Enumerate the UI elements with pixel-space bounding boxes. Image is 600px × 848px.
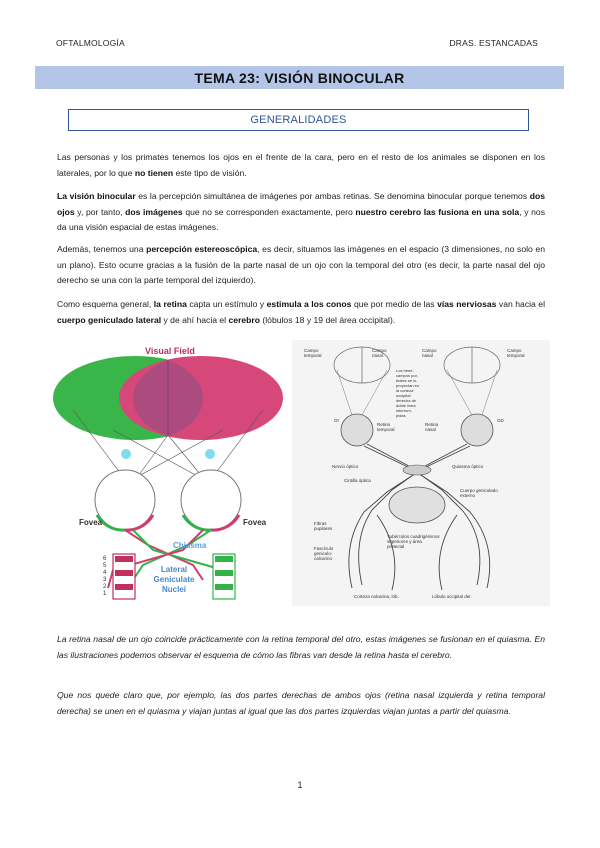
- p4-bold-3: vías nerviosas: [437, 299, 497, 309]
- lgn-right: [213, 554, 235, 599]
- tuberculos-1: Tubérculos cuadrigéminos: [387, 534, 440, 539]
- cintilla-optica-label: Cintilla óptica: [344, 478, 371, 483]
- campo-nasal-r-1: Campo: [422, 348, 437, 353]
- p1-text-c: este tipo de visión.: [173, 167, 247, 178]
- anatomical-pathway-diagram: [292, 340, 550, 606]
- paragraph-2: [57, 189, 545, 236]
- p2-bold-2: dos ojos: [57, 191, 545, 217]
- header-right: DRAS. ESTANCADAS: [449, 38, 538, 48]
- p2-bold-3: dos imágenes: [125, 206, 183, 217]
- p2-text-a: es la percepción simultánea de imágenes por ambas retinas. Se denomina binocular porque tenemos: [135, 191, 530, 201]
- campo-temporal-r-1: Campo: [507, 348, 522, 353]
- note-3: teales se in-: [396, 378, 418, 383]
- p4-text-g: (lóbulos 18 y 19 del área occipital).: [260, 314, 396, 325]
- note-7: derecha de: [396, 398, 417, 403]
- p4-text-f: y de ahí hacia el: [161, 314, 229, 325]
- campo-temporal-r-2: temporal: [507, 353, 525, 358]
- fovea-right-label: Fovea: [243, 518, 267, 527]
- retina-temporal-1: Retina: [377, 422, 391, 427]
- p4-bold-5: cerebro: [228, 314, 261, 325]
- paragraph-1: [57, 150, 545, 181]
- note-1: Los hemi-: [396, 368, 414, 373]
- chiasm-shape: [403, 465, 431, 475]
- lobulo-label: Lóbulo occipital der.: [432, 594, 472, 599]
- section-title: GENERALIDADES: [250, 114, 347, 126]
- campo-nasal-l-2: nasal: [372, 353, 383, 358]
- p4-text-a: Como esquema general,: [57, 299, 154, 309]
- campo-temporal-l-1: Campo: [304, 348, 319, 353]
- retina-nasal-2: nasal: [425, 427, 436, 432]
- paragraph-5: La retina nasal de un ojo coincide prácticamente con la retina temporal del otro, estas imágenes se fusionan en el quiasma. En las ilustraciones podemos observar el esquema de cómo las fibras van desde la retina hasta el cerebro.: [57, 634, 545, 660]
- note-10: pidas: [396, 413, 406, 418]
- lgn-label-1: Lateral: [160, 565, 188, 574]
- tuberculos-3: pretectal: [387, 544, 405, 549]
- paragraph-4: [57, 297, 545, 328]
- layer-3: 3: [103, 577, 107, 583]
- note-8: doble línea: [396, 403, 416, 408]
- left-eye: [95, 470, 155, 530]
- note-2: campos por-: [396, 373, 419, 378]
- layer-1: 1: [103, 591, 107, 597]
- lgn-label-3: Nuclei: [161, 585, 187, 594]
- fig1-title: Visual Field: [145, 346, 195, 356]
- campo-nasal-r-2: nasal: [422, 353, 433, 358]
- p2-bold-4: nuestro cerebro las fusiona en una sola: [355, 206, 520, 217]
- fasciculo-2: geniculo-: [314, 551, 333, 556]
- fibras-pupilares-1: Fibras: [314, 521, 327, 526]
- tuberculos-2: superiores y área: [387, 539, 422, 544]
- p4-bold-4: cuerpo geniculado lateral: [57, 314, 162, 325]
- p4-text-e: van hacia el: [496, 299, 545, 309]
- note-5: la corteza: [396, 388, 414, 393]
- visual-field-diagram: [53, 340, 283, 600]
- fibras-pupilares-2: pupilares: [314, 526, 333, 531]
- layer-4: 4: [103, 570, 107, 576]
- p4-text-c: capta un estímulo y: [186, 299, 267, 309]
- fasciculo-1: Fascículo: [314, 546, 334, 551]
- header-left: OFTALMOLOGÍA: [56, 38, 125, 48]
- layer-5: 5: [103, 563, 107, 569]
- p4-text-d: que por medio de las: [351, 299, 438, 309]
- title-banner: [35, 66, 564, 89]
- lgn-label: [154, 565, 195, 594]
- cuerpo-geniculado-1: Cuerpo geniculado: [460, 488, 498, 493]
- paragraph-6: Que nos quede claro que, por ejemplo, las dos partes derechas de ambos ojos (retina nasal izquierda y retina temporal derecha) se unen en el quiasma y viajan juntas al igual que las dos partes izquierdas viajan juntas a partir del quiasma.: [57, 690, 545, 716]
- p4-bold-2: estimula a los conos: [266, 299, 352, 309]
- nervio-optico-label: Nervio óptico: [332, 464, 359, 469]
- lgn-left: [113, 554, 135, 599]
- label-od: OD: [497, 418, 504, 423]
- corteza-label: Corteza calcarina, lób.: [354, 594, 399, 599]
- paragraph-3: [57, 242, 545, 289]
- note-4: proyectan en: [396, 383, 420, 388]
- p3-text-a: Además, tenemos una: [57, 244, 147, 254]
- cuerpo-geniculado-2: externo: [460, 493, 476, 498]
- right-eye: [181, 470, 241, 530]
- lgn-label-2: Geniculate: [153, 575, 195, 584]
- midbrain-shape: [389, 487, 445, 523]
- p2-text-e: , y nos da una visión espacial de estas imágenes.: [57, 206, 545, 232]
- fasciculo-3: calcarino: [314, 556, 333, 561]
- p3-text-c: , es decir, situamos las imágenes en el espacio (3 dimensiones, no solo en un plano). Esto ocurre gracias a la fusión de la parte nasal de un ojo con la temporal del otro (es decir, la parte nasal del ojo derecho se una con la parte temporal del izquierdo).: [57, 244, 545, 285]
- note-9: interrum-: [396, 408, 413, 413]
- layer-2: 2: [103, 584, 107, 590]
- page-number: 1: [297, 780, 303, 790]
- p3-bold-1: percepción estereoscópica: [146, 244, 258, 254]
- left-crossing-mark: [121, 449, 131, 459]
- fovea-left-label: Fovea: [79, 518, 103, 527]
- label-oi: OI: [334, 418, 339, 423]
- note-6: occipital: [396, 393, 411, 398]
- p2-bold-1: La visión binocular: [57, 191, 136, 201]
- p1-text-a: Las personas y los primates tenemos los ojos en el frente de la cara, pero en el resto de los animales se disponen en los laterales, por lo que: [57, 152, 545, 178]
- p1-bold-1: no tienen: [134, 167, 174, 178]
- campo-nasal-l-1: Campo: [372, 348, 387, 353]
- p4-bold-1: la retina: [153, 299, 187, 309]
- page-title: TEMA 23: VISIÓN BINOCULAR: [194, 69, 405, 86]
- layer-6: 6: [103, 556, 107, 562]
- p2-text-c: y, por tanto,: [74, 206, 126, 217]
- lgn-layer-numbers: [103, 556, 107, 597]
- section-box: [68, 109, 529, 131]
- retina-nasal-1: Retina: [425, 422, 439, 427]
- p2-text-d: que no se corresponden exactamente, pero: [182, 206, 356, 217]
- chiasma-label: Chiasma: [173, 541, 207, 550]
- campo-temporal-l-2: temporal: [304, 353, 322, 358]
- retina-temporal-2: temporal: [377, 427, 395, 432]
- right-crossing-mark: [205, 449, 215, 459]
- quiasma-optico-label: Quiasma óptico: [452, 464, 484, 469]
